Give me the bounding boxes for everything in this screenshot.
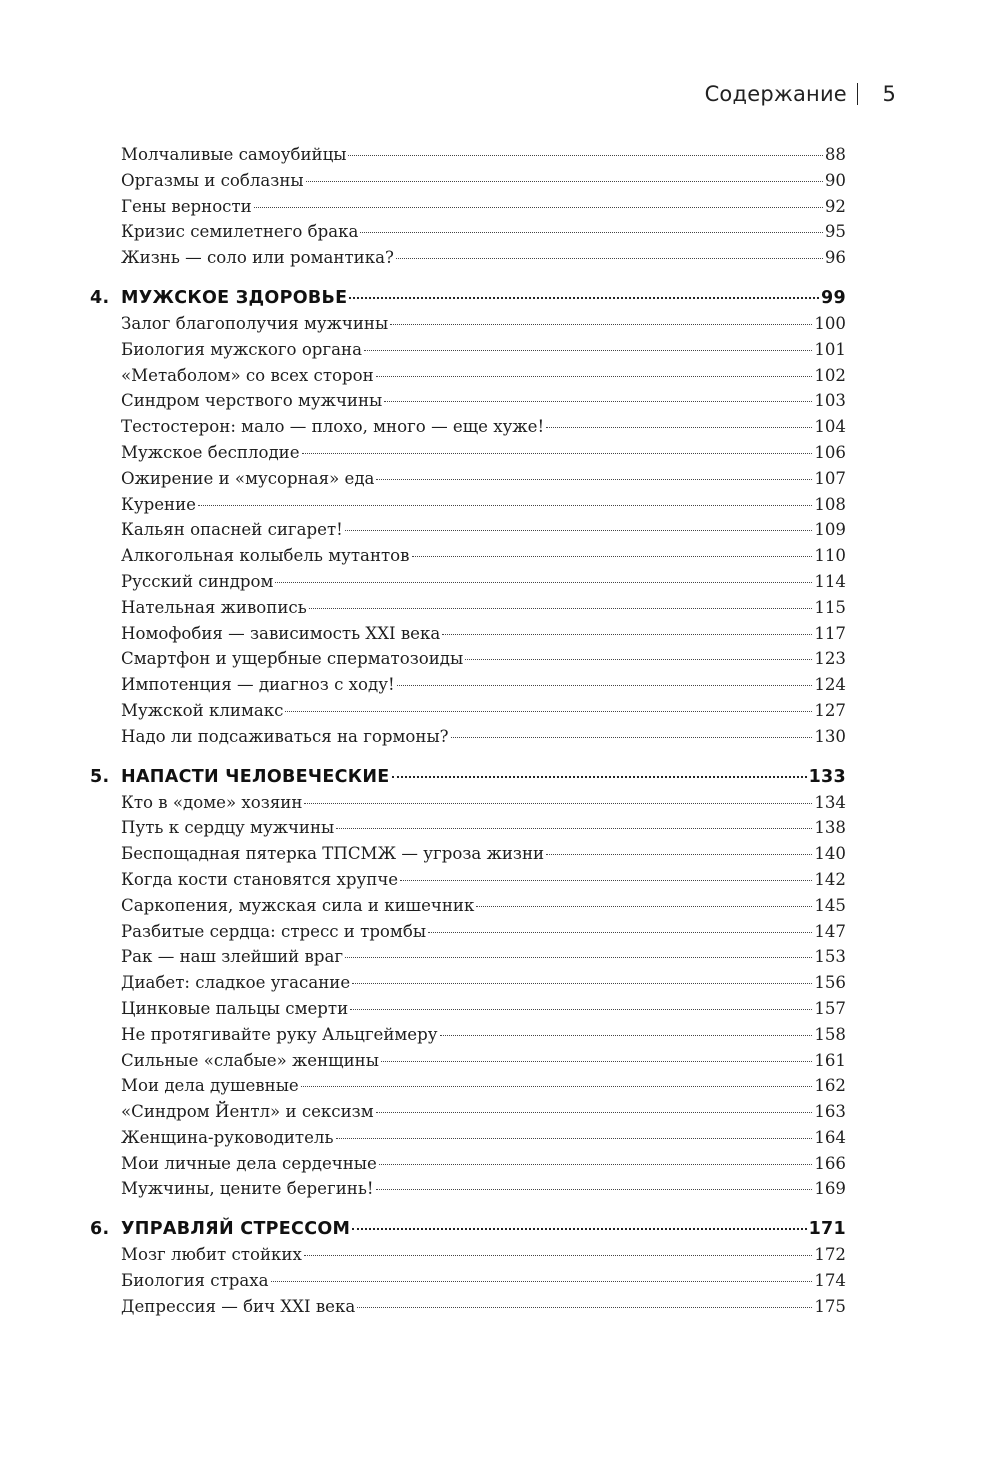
dot-leader (376, 479, 812, 480)
toc-entry-title: Биология мужского органа (121, 339, 362, 359)
toc-entry-page: 161 (814, 1050, 846, 1070)
toc-entry[interactable] (90, 999, 846, 1025)
toc-entry-title: Разбитые сердца: стресс и тромбы (121, 921, 427, 941)
toc-entry-page: 158 (814, 1024, 846, 1044)
toc-entry[interactable] (90, 222, 846, 248)
toc-entry-page: 104 (814, 417, 846, 437)
toc-entry[interactable] (90, 922, 846, 948)
dot-leader (349, 297, 819, 299)
toc-entry-page: 142 (814, 869, 846, 889)
toc-entry-title: Синдром черствого мужчины (121, 391, 383, 411)
toc-entry-page: 115 (814, 597, 846, 617)
toc-entry-page: 108 (814, 494, 846, 514)
chapter-page: 171 (808, 1219, 846, 1240)
toc-entry-title: Женщина-руководитель (121, 1127, 334, 1147)
dot-leader (336, 1138, 813, 1139)
toc-entry[interactable] (90, 649, 846, 675)
dot-leader (350, 1009, 812, 1010)
toc-entry[interactable] (90, 248, 846, 274)
chapter-title: МУЖСКОЕ ЗДОРОВЬЕ (121, 287, 348, 308)
dot-leader (309, 608, 813, 609)
dot-leader (304, 803, 812, 804)
dot-leader (306, 181, 823, 182)
dot-leader (428, 932, 812, 933)
running-head-title: Содержание (704, 82, 847, 106)
dot-leader (476, 906, 812, 907)
toc-entry-page: 95 (824, 222, 846, 242)
dot-leader (198, 505, 812, 506)
toc-entry-title: Номофобия — зависимость XXI века (121, 623, 441, 643)
toc-entry-title: Мужской климакс (121, 700, 284, 720)
toc-entry[interactable] (90, 495, 846, 521)
toc-entry[interactable] (90, 675, 846, 701)
toc-entry[interactable] (90, 624, 846, 650)
dot-leader (352, 983, 812, 984)
toc-entry-title: Надо ли подсаживаться на гормоны? (121, 726, 449, 746)
toc-entry-page: 166 (814, 1153, 846, 1173)
dot-leader (465, 659, 812, 660)
toc-entry-title: Биология страха (121, 1271, 269, 1291)
toc-entry[interactable] (90, 1245, 846, 1271)
toc-entry-page: 175 (814, 1296, 846, 1316)
toc-entry-page: 138 (814, 818, 846, 838)
toc-entry-page: 92 (824, 196, 846, 216)
toc-entry-title: Нательная живопись (121, 597, 307, 617)
dot-leader (376, 376, 813, 377)
table-of-contents (90, 145, 846, 1323)
dot-leader (345, 957, 812, 958)
running-head (705, 82, 896, 106)
dot-leader (345, 530, 813, 531)
toc-entry-title: Путь к сердцу мужчины (121, 818, 335, 838)
toc-entry-page: 156 (814, 973, 846, 993)
toc-entry-page: 163 (814, 1102, 846, 1122)
toc-entry[interactable] (90, 973, 846, 999)
toc-entry[interactable] (90, 391, 846, 417)
toc-entry[interactable] (90, 1102, 846, 1128)
toc-entry-title: Тестостерон: мало — плохо, много — еще хуже! (121, 417, 545, 437)
toc-entry-title: «Метаболом» со всех сторон (121, 365, 374, 385)
toc-entry-page: 127 (814, 700, 846, 720)
toc-entry-title: Когда кости становятся хрупче (121, 869, 399, 889)
toc-entry-page: 96 (824, 248, 846, 268)
dot-leader (379, 1164, 812, 1165)
toc-entry[interactable] (90, 793, 846, 819)
toc-entry[interactable] (90, 1128, 846, 1154)
toc-entry-page: 106 (814, 442, 846, 462)
toc-entry-title: Алкогольная колыбель мутантов (121, 546, 410, 566)
dot-leader (376, 1112, 813, 1113)
dot-leader (285, 711, 812, 712)
toc-entry-title: Рак — наш злейший враг (121, 947, 344, 967)
toc-entry-title: Сильные «слабые» женщины (121, 1050, 379, 1070)
dot-leader (442, 634, 812, 635)
running-head-divider (857, 83, 859, 105)
toc-chapter-heading[interactable] (90, 1219, 846, 1245)
toc-entry-page: 90 (824, 170, 846, 190)
page-number: 5 (882, 82, 896, 106)
toc-entry[interactable] (90, 546, 846, 572)
toc-entry-page: 88 (824, 145, 846, 164)
toc-entry-page: 110 (814, 546, 846, 566)
toc-entry[interactable] (90, 1025, 846, 1051)
toc-entry-page: 107 (814, 468, 846, 488)
dot-leader (392, 776, 807, 778)
toc-entry[interactable] (90, 1179, 846, 1205)
dot-leader (397, 685, 813, 686)
toc-entry[interactable] (90, 1297, 846, 1323)
toc-entry[interactable] (90, 896, 846, 922)
toc-chapter-heading[interactable] (90, 288, 846, 314)
dot-leader (254, 207, 823, 208)
chapter-number: 5. (90, 766, 110, 787)
dot-leader (271, 1281, 813, 1282)
toc-entry-page: 134 (814, 792, 846, 812)
toc-entry[interactable] (90, 171, 846, 197)
toc-entry[interactable] (90, 1051, 846, 1077)
dot-leader (412, 556, 813, 557)
toc-entry-page: 174 (814, 1271, 846, 1291)
toc-entry[interactable] (90, 572, 846, 598)
toc-entry-title: Беспощадная пятерка ТПСМЖ — угроза жизни (121, 844, 545, 864)
toc-entry-title: Мои дела душевные (121, 1076, 299, 1096)
dot-leader (364, 350, 812, 351)
chapter-number: 4. (90, 287, 110, 308)
toc-entry[interactable] (90, 417, 846, 443)
toc-entry[interactable] (90, 197, 846, 223)
toc-entry-title: Курение (121, 494, 196, 514)
toc-entry-title: Жизнь — соло или романтика? (121, 248, 394, 268)
toc-entry[interactable] (90, 598, 846, 624)
toc-entry-page: 172 (814, 1245, 846, 1265)
chapter-page: 133 (808, 766, 846, 787)
toc-entry-title: Кризис семилетнего брака (121, 222, 359, 242)
toc-entry-page: 100 (814, 313, 846, 333)
dot-leader (376, 1189, 813, 1190)
toc-entry-page: 157 (814, 998, 846, 1018)
toc-entry[interactable] (90, 443, 846, 469)
toc-entry-title: Гены верности (121, 196, 252, 216)
toc-entry-title: Ожирение и «мусорная» еда (121, 468, 375, 488)
dot-leader (302, 453, 813, 454)
toc-entry-title: Саркопения, мужская сила и кишечник (121, 895, 475, 915)
dot-leader (440, 1035, 813, 1036)
toc-entry-title: Русский синдром (121, 571, 274, 591)
dot-leader (396, 258, 823, 259)
toc-entry-title: Оргазмы и соблазны (121, 170, 304, 190)
toc-entry-title: Мозг любит стойких (121, 1245, 302, 1265)
toc-entry[interactable] (90, 1076, 846, 1102)
dot-leader (384, 401, 812, 402)
toc-entry-page: 103 (814, 391, 846, 411)
toc-entry-page: 117 (814, 623, 846, 643)
dot-leader (546, 854, 812, 855)
dot-leader (352, 1228, 806, 1230)
toc-entry-page: 101 (814, 339, 846, 359)
toc-entry-title: Кальян опасней сигарет! (121, 520, 343, 540)
dot-leader (400, 880, 812, 881)
dot-leader (301, 1086, 813, 1087)
dot-leader (390, 324, 812, 325)
toc-entry-page: 147 (814, 921, 846, 941)
dot-leader (451, 737, 813, 738)
toc-entry[interactable] (90, 145, 846, 171)
toc-entry-title: «Синдром Йентл» и сексизм (121, 1102, 374, 1122)
chapter-title: НАПАСТИ ЧЕЛОВЕЧЕСКИЕ (121, 766, 390, 787)
chapter-number: 6. (90, 1219, 110, 1240)
toc-entry[interactable] (90, 469, 846, 495)
toc-entry-page: 102 (814, 365, 846, 385)
toc-entry-page: 130 (814, 726, 846, 746)
toc-entry-title: Депрессия — бич XXI века (121, 1296, 356, 1316)
toc-entry-page: 140 (814, 844, 846, 864)
toc-entry[interactable] (90, 314, 846, 340)
toc-entry[interactable] (90, 1271, 846, 1297)
toc-entry-title: Кто в «доме» хозяин (121, 792, 303, 812)
toc-entry-title: Диабет: сладкое угасание (121, 973, 351, 993)
dot-leader (381, 1061, 812, 1062)
dot-leader (275, 582, 812, 583)
toc-entry-title: Мужское бесплодие (121, 442, 300, 462)
toc-entry-title: Не протягивайте руку Альцгеймеру (121, 1024, 438, 1044)
toc-entry-title: Смартфон и ущербные сперматозоиды (121, 649, 464, 669)
toc-entry[interactable] (90, 701, 846, 727)
chapter-title: УПРАВЛЯЙ СТРЕССОМ (121, 1219, 351, 1240)
dot-leader (360, 232, 822, 233)
toc-entry[interactable] (90, 340, 846, 366)
toc-entry-title: Мои личные дела сердечные (121, 1153, 377, 1173)
dot-leader (357, 1307, 812, 1308)
toc-entry[interactable] (90, 818, 846, 844)
toc-entry-title: Мужчины, цените берегинь! (121, 1179, 374, 1199)
toc-entry[interactable] (90, 366, 846, 392)
toc-entry-title: Залог благополучия мужчины (121, 313, 389, 333)
chapter-page: 99 (821, 287, 846, 308)
dot-leader (304, 1255, 813, 1256)
toc-entry-page: 162 (814, 1076, 846, 1096)
toc-entry[interactable] (90, 844, 846, 870)
dot-leader (336, 828, 812, 829)
toc-entry-title: Цинковые пальцы смерти (121, 998, 349, 1018)
toc-entry-page: 169 (814, 1179, 846, 1199)
toc-entry[interactable] (90, 727, 846, 753)
toc-entry[interactable] (90, 520, 846, 546)
toc-entry-title: Молчаливые самоубийцы (121, 145, 347, 164)
toc-entry[interactable] (90, 1154, 846, 1180)
toc-entry[interactable] (90, 947, 846, 973)
dot-leader (546, 427, 812, 428)
toc-entry-page: 164 (814, 1127, 846, 1147)
toc-entry-page: 145 (814, 895, 846, 915)
toc-entry-page: 124 (814, 675, 846, 695)
toc-chapter-heading[interactable] (90, 767, 846, 793)
dot-leader (348, 155, 822, 156)
toc-entry-page: 114 (814, 571, 846, 591)
toc-entry-title: Импотенция — диагноз с ходу! (121, 675, 395, 695)
toc-entry[interactable] (90, 870, 846, 896)
toc-entry-page: 153 (814, 947, 846, 967)
toc-entry-page: 109 (814, 520, 846, 540)
toc-entry-page: 123 (814, 649, 846, 669)
